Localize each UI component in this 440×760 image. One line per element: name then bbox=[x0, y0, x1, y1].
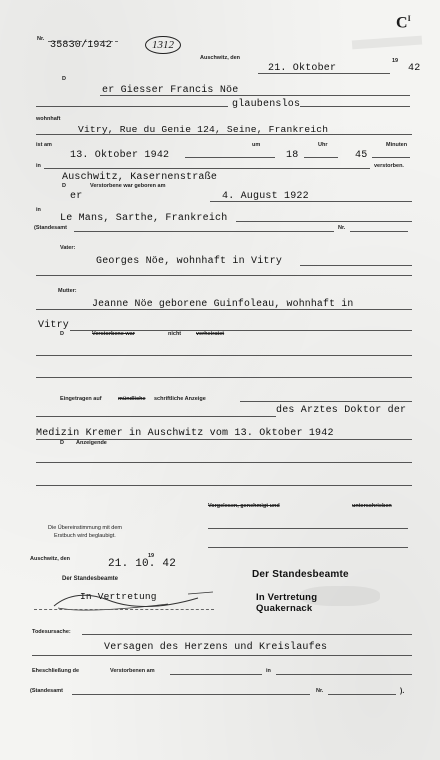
mother-line1-rule bbox=[36, 309, 412, 310]
death-place: Auschwitz, Kasernenstraße bbox=[62, 172, 218, 183]
informant-line1-rule bbox=[36, 416, 276, 417]
uhr-label: Uhr bbox=[318, 142, 328, 148]
cert-date: 21. 10. 42 bbox=[108, 558, 177, 570]
birth-place-line bbox=[236, 221, 412, 222]
verheiratet-label: verheiratet bbox=[196, 331, 225, 337]
ist-am-label: ist am bbox=[36, 142, 52, 148]
mother-line1: Jeanne Nöe geborene Guinfoleau, wohnhaft in bbox=[92, 298, 354, 309]
death-hour-line bbox=[304, 157, 338, 158]
vorgelesen-label: Vorgelesen, genehmigt und bbox=[208, 503, 280, 509]
marriage-line bbox=[170, 674, 262, 675]
birth-date-line bbox=[210, 201, 412, 202]
right-official-title: Der Standesbeamte bbox=[252, 569, 349, 580]
father-line-2 bbox=[36, 275, 412, 276]
father: Georges Nöe, wohnhaft in Vitry bbox=[96, 256, 283, 267]
right-official-name: Quakernack bbox=[256, 603, 313, 614]
birth-place: Le Mans, Sarthe, Frankreich bbox=[60, 213, 228, 224]
anzeigende-label: Anzeigende bbox=[76, 440, 107, 446]
schriftliche-label: schriftliche Anzeige bbox=[154, 396, 206, 402]
faded-stamp bbox=[352, 36, 422, 50]
standesamt-label: (Standesamt bbox=[34, 225, 68, 231]
standesamt-line bbox=[74, 231, 334, 232]
name-line bbox=[100, 95, 410, 96]
unterschrieben-label: unterschrieben bbox=[352, 503, 392, 509]
married-label: Verstorbene war bbox=[92, 331, 135, 337]
signature-line-2 bbox=[208, 547, 408, 548]
standesamt-nr-line bbox=[350, 231, 408, 232]
d-label: D bbox=[62, 76, 66, 82]
marriage-in-line bbox=[276, 674, 412, 675]
document-year: 42 bbox=[408, 63, 421, 74]
cause-label: Todesursache: bbox=[32, 629, 71, 635]
blank-line-3 bbox=[36, 462, 412, 463]
bottom-nr-line bbox=[328, 694, 396, 695]
eingetragen-line bbox=[240, 401, 412, 402]
left-deputy: In Vertretung bbox=[80, 591, 157, 602]
bottom-standesamt-line bbox=[72, 694, 310, 695]
cause-of-death: Versagen des Herzens und Kreislaufes bbox=[104, 642, 328, 653]
blank-line-1 bbox=[36, 355, 412, 356]
residence-line bbox=[36, 134, 412, 135]
date-line bbox=[258, 73, 390, 74]
cert-year-prefix: 19 bbox=[148, 553, 155, 559]
religion-line-left bbox=[36, 106, 228, 107]
father-line bbox=[300, 265, 412, 266]
cause-line-top bbox=[82, 634, 412, 635]
year-prefix: 19 bbox=[392, 58, 399, 64]
death-place-line-top bbox=[44, 168, 370, 169]
death-minute: 45 bbox=[355, 150, 368, 161]
marriage-label: Eheschließung de bbox=[32, 668, 80, 674]
informant-line1: des Arztes Doktor der bbox=[276, 405, 407, 416]
uebereinstimmung-line1: Die Übereinstimmung mit dem bbox=[48, 525, 122, 531]
residence-label: wohnhaft bbox=[36, 116, 61, 122]
death-date-line bbox=[185, 157, 275, 158]
father-label: Vater: bbox=[60, 245, 76, 251]
um-label: um bbox=[252, 142, 261, 148]
d-label-born: D bbox=[62, 183, 66, 189]
bottom-nr-label: Nr. bbox=[316, 688, 324, 694]
in-label-birth: in bbox=[36, 207, 41, 213]
nr-label: Nr. bbox=[37, 36, 45, 42]
birth-date: 4. August 1922 bbox=[222, 191, 309, 202]
left-signature-line bbox=[34, 609, 214, 610]
cert-place-label: Auschwitz, den bbox=[30, 556, 71, 562]
deceased-name: er Giesser Francis Nöe bbox=[102, 85, 239, 96]
born-prefix: er bbox=[70, 191, 83, 202]
blank-line-4 bbox=[36, 485, 412, 486]
eingetragen-label: Eingetragen auf bbox=[60, 396, 102, 402]
death-hour: 18 bbox=[286, 150, 299, 161]
cause-line bbox=[32, 655, 412, 656]
marriage-verstorbenen-label: Verstorbenen am bbox=[110, 668, 155, 674]
mother-label: Mutter: bbox=[58, 288, 77, 294]
marriage-in-label: in bbox=[266, 668, 271, 674]
bottom-close: ). bbox=[400, 688, 405, 695]
place-label: Auschwitz, den bbox=[200, 55, 241, 61]
nicht-label: nicht bbox=[168, 331, 182, 337]
register-stamp: 1312 bbox=[145, 36, 181, 54]
death-date: 13. Oktober 1942 bbox=[70, 150, 170, 161]
d-label-married: D bbox=[60, 331, 64, 337]
d-label-anzeigende: D bbox=[60, 440, 64, 446]
right-deputy: In Vertretung bbox=[256, 592, 318, 603]
blank-line-2 bbox=[36, 377, 412, 378]
in-label: in bbox=[36, 163, 41, 169]
minuten-label: Minuten bbox=[386, 142, 408, 148]
religion-line-right bbox=[300, 106, 410, 107]
residence: Vitry, Rue du Genie 124, Seine, Frankreich bbox=[78, 124, 329, 135]
muendliche-label: mündliche bbox=[118, 396, 146, 402]
left-official-title: Der Standesbeamte bbox=[62, 576, 119, 582]
corner-mark: $C^I$ bbox=[396, 14, 411, 32]
bottom-standesamt-label: (Standesamt bbox=[30, 688, 64, 694]
informant-line2: Medizin Kremer in Auschwitz vom 13. Oktober 1942 bbox=[36, 428, 334, 439]
religion: glaubenslos bbox=[232, 99, 301, 110]
born-label: Verstorbene war geboren am bbox=[90, 183, 166, 189]
document-date: 21. Oktober bbox=[268, 63, 337, 74]
left-signature-icon bbox=[48, 590, 218, 616]
signature-line-1 bbox=[208, 528, 408, 529]
mother-line2: Vitry bbox=[38, 320, 70, 331]
uebereinstimmung-line2: Erstbuch wird beglaubigt. bbox=[54, 533, 116, 539]
register-number: 35830/1942 bbox=[50, 40, 113, 51]
verstorben-label: verstorben. bbox=[374, 163, 404, 169]
standesamt-nr-label: Nr. bbox=[338, 225, 346, 231]
death-minute-line bbox=[372, 157, 410, 158]
